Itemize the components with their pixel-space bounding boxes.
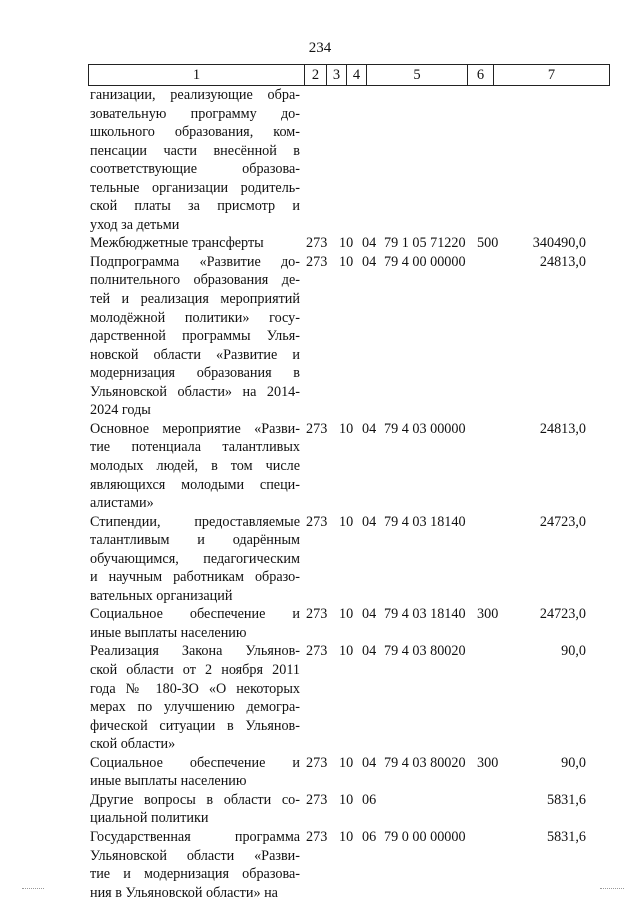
row-name-line: тие потенциала талантливых: [90, 439, 300, 456]
row-section-code: 10: [339, 235, 354, 252]
row-name-line: иные выплаты населению: [90, 773, 247, 790]
row-name-line: школьного образования, ком-: [90, 124, 300, 141]
row-name-line: обучающимся, педагогическим: [90, 550, 300, 567]
row-name-line: Социальное обеспечение и: [90, 754, 300, 771]
row-name-line: зовательную программу до-: [90, 105, 300, 122]
row-expense-type-code: 300: [477, 754, 499, 771]
row-ministry-code: 273: [306, 791, 328, 808]
header-col-5: 5: [366, 65, 467, 85]
row-name-line: дарственной программы Улья-: [90, 328, 300, 345]
row-ministry-code: 273: [306, 606, 328, 623]
row-name: [90, 86, 300, 234]
row-target-article-code: 79 4 03 80020: [384, 754, 466, 771]
row-name-line: Межбюджетные трансферты: [90, 235, 264, 252]
table-row: [0, 828, 640, 902]
row-name-line: 2024 годы: [90, 402, 151, 419]
row-name-line: тельные организации родитель-: [90, 179, 300, 196]
row-name-line: ской области от 2 ноября 2011: [90, 662, 300, 679]
row-target-article-code: 79 4 03 00000: [384, 420, 466, 437]
row-name-line: тей и реализация мероприятий: [90, 291, 300, 308]
row-subsection-code: 06: [362, 828, 377, 845]
row-name-line: модернизация образования в: [90, 365, 300, 382]
row-name-line: уход за детьми: [90, 216, 180, 233]
row-name-line: Социальное обеспечение и: [90, 606, 300, 623]
row-name-line: Государственная программа: [90, 828, 300, 845]
row-section-code: 10: [339, 791, 354, 808]
row-section-code: 10: [339, 606, 354, 623]
row-amount: 24723,0: [539, 606, 586, 623]
row-name: [90, 791, 300, 828]
row-name-line: Основное мероприятие «Разви-: [90, 420, 300, 437]
row-name-line: года № 180-ЗО «О некоторых: [90, 680, 300, 697]
row-name-line: полнительного образования де-: [90, 272, 300, 289]
row-subsection-code: 04: [362, 754, 377, 771]
row-name-line: фической ситуации в Ульянов-: [90, 717, 300, 734]
row-name: [90, 253, 300, 420]
row-name: [90, 642, 300, 753]
row-amount: 24723,0: [539, 513, 586, 530]
row-amount: 24813,0: [539, 253, 586, 270]
row-name-line: Другие вопросы в области со-: [90, 791, 300, 808]
table-row: [0, 420, 640, 513]
row-subsection-code: 04: [362, 253, 377, 270]
row-subsection-code: 04: [362, 606, 377, 623]
row-name: [90, 828, 300, 902]
header-col-3: 3: [326, 65, 346, 85]
header-col-4: 4: [346, 65, 366, 85]
row-name-line: молодых людей, в том числе: [90, 457, 300, 474]
row-target-article-code: 79 0 00 00000: [384, 828, 466, 845]
header-col-1: 1: [88, 65, 304, 85]
table-row: [0, 253, 640, 420]
header-col-2: 2: [304, 65, 326, 85]
row-ministry-code: 273: [306, 828, 328, 845]
row-name-line: тие и модернизация образова-: [90, 866, 300, 883]
table-body: [0, 86, 640, 902]
row-amount: 90,0: [561, 643, 586, 660]
row-name: [90, 513, 300, 606]
scan-edge-mark: [22, 888, 44, 890]
row-name-line: ганизации, реализующие обра-: [90, 87, 300, 103]
row-name-line: и научным работникам образо-: [90, 569, 300, 586]
row-name-line: пенсации части внесённой в: [90, 142, 300, 159]
table-row: [0, 791, 640, 828]
row-section-code: 10: [339, 828, 354, 845]
row-ministry-code: 273: [306, 643, 328, 660]
row-name-line: Ульяновской области «Разви-: [90, 847, 300, 864]
table-header: [88, 64, 610, 86]
row-subsection-code: 04: [362, 643, 377, 660]
row-target-article-code: 79 4 03 18140: [384, 513, 466, 530]
row-ministry-code: 273: [306, 513, 328, 530]
table-row: [0, 234, 640, 253]
row-name-line: циальной политики: [90, 810, 209, 827]
row-name-line: ния в Ульяновской области» на: [90, 884, 278, 901]
row-name-line: Подпрограмма «Развитие до-: [90, 253, 300, 270]
row-amount: 90,0: [561, 754, 586, 771]
row-name-line: соответствующие образова-: [90, 161, 300, 178]
table-row: [0, 642, 640, 753]
row-name-line: Стипендии, предоставляемые: [90, 513, 300, 530]
row-target-article-code: 79 4 03 18140: [384, 606, 466, 623]
row-ministry-code: 273: [306, 754, 328, 771]
row-target-article-code: 79 4 03 80020: [384, 643, 466, 660]
row-name: [90, 420, 300, 513]
row-name-line: Реализация Закона Ульянов-: [90, 643, 300, 660]
row-name-line: ской платы за присмотр и: [90, 198, 300, 215]
row-amount: 24813,0: [539, 420, 586, 437]
row-ministry-code: 273: [306, 420, 328, 437]
row-name: [90, 605, 300, 642]
row-section-code: 10: [339, 420, 354, 437]
row-name: [90, 754, 300, 791]
table-row: [0, 86, 640, 234]
row-section-code: 10: [339, 643, 354, 660]
row-subsection-code: 04: [362, 235, 377, 252]
row-name-line: Ульяновской области» на 2014-: [90, 383, 300, 400]
row-section-code: 10: [339, 513, 354, 530]
row-name-line: иные выплаты населению: [90, 624, 247, 641]
row-name-line: алистами»: [90, 495, 154, 512]
scan-edge-mark: [600, 888, 624, 890]
row-name: [90, 234, 300, 253]
row-section-code: 10: [339, 754, 354, 771]
row-name-line: ской области»: [90, 736, 176, 753]
row-ministry-code: 273: [306, 235, 328, 252]
row-expense-type-code: 500: [477, 235, 499, 252]
table-row: [0, 754, 640, 791]
row-amount: 5831,6: [546, 828, 586, 845]
row-subsection-code: 04: [362, 513, 377, 530]
table-row: [0, 513, 640, 606]
row-name-line: талантливым и одарённым: [90, 532, 300, 549]
row-name-line: являющихся молодыми специ-: [90, 476, 300, 493]
header-col-7: 7: [493, 65, 610, 85]
row-subsection-code: 04: [362, 420, 377, 437]
row-subsection-code: 06: [362, 791, 377, 808]
row-name-line: молодёжной политики» госу-: [90, 309, 300, 326]
row-name-line: новской области «Развитие и: [90, 346, 300, 363]
row-ministry-code: 273: [306, 253, 328, 270]
row-amount: 340490,0: [532, 235, 586, 252]
row-section-code: 10: [339, 253, 354, 270]
row-target-article-code: 79 4 00 00000: [384, 253, 466, 270]
row-amount: 5831,6: [546, 791, 586, 808]
row-target-article-code: 79 1 05 71220: [384, 235, 466, 252]
header-col-6: 6: [467, 65, 493, 85]
row-name-line: вательных организаций: [90, 587, 233, 604]
page-number: 234: [308, 40, 332, 56]
row-expense-type-code: 300: [477, 606, 499, 623]
table-row: [0, 605, 640, 642]
row-name-line: мерах по улучшению демогра-: [90, 699, 300, 716]
